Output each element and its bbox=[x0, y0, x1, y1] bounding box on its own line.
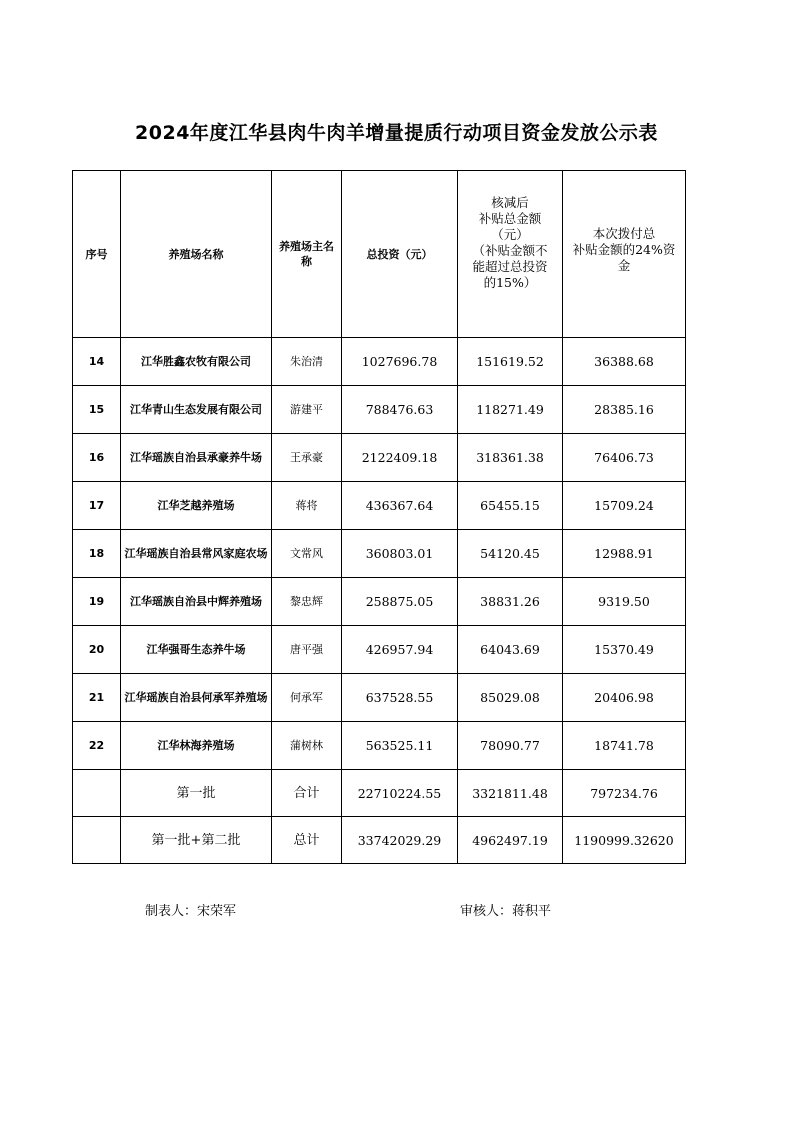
row-index: 22 bbox=[73, 722, 121, 770]
table-row bbox=[73, 626, 686, 674]
row-farm-name: 江华胜鑫农牧有限公司 bbox=[121, 338, 272, 386]
summary-empty-cell bbox=[73, 770, 121, 817]
row-investment: 2122409.18 bbox=[342, 434, 458, 482]
row-subsidy: 54120.45 bbox=[458, 530, 563, 578]
row-payment: 15709.24 bbox=[563, 482, 686, 530]
page-title: 2024年度江华县肉牛肉羊增量提质行动项目资金发放公示表 bbox=[135, 122, 658, 144]
row-payment: 76406.73 bbox=[563, 434, 686, 482]
row-owner: 蒲树林 bbox=[272, 722, 342, 770]
row-investment: 426957.94 bbox=[342, 626, 458, 674]
row-index: 14 bbox=[73, 338, 121, 386]
row-owner: 文常风 bbox=[272, 530, 342, 578]
table-header-row bbox=[73, 171, 686, 338]
header-subsidy-line: 能超过总投资 bbox=[472, 259, 548, 274]
row-farm-name: 江华瑶族自治县常风家庭农场 bbox=[121, 530, 272, 578]
header-subsidy-total bbox=[458, 171, 563, 338]
header-subsidy-line: 的15%） bbox=[483, 275, 537, 290]
row-index: 20 bbox=[73, 626, 121, 674]
row-farm-name: 江华强哥生态养牛场 bbox=[121, 626, 272, 674]
row-investment: 258875.05 bbox=[342, 578, 458, 626]
header-index: 序号 bbox=[73, 171, 121, 338]
row-payment: 9319.50 bbox=[563, 578, 686, 626]
summary-investment: 33742029.29 bbox=[342, 817, 458, 864]
summary-investment: 22710224.55 bbox=[342, 770, 458, 817]
row-payment: 18741.78 bbox=[563, 722, 686, 770]
summary-empty-cell bbox=[73, 817, 121, 864]
row-payment: 12988.91 bbox=[563, 530, 686, 578]
row-payment: 15370.49 bbox=[563, 626, 686, 674]
header-total-investment: 总投资（元） bbox=[342, 171, 458, 338]
row-payment: 28385.16 bbox=[563, 386, 686, 434]
summary-subsidy: 3321811.48 bbox=[458, 770, 563, 817]
row-investment: 436367.64 bbox=[342, 482, 458, 530]
summary-label: 第一批+第二批 bbox=[121, 817, 272, 864]
summary-subsidy: 4962497.19 bbox=[458, 817, 563, 864]
row-farm-name: 江华瑶族自治县何承军养殖场 bbox=[121, 674, 272, 722]
row-index: 17 bbox=[73, 482, 121, 530]
summary-label: 第一批 bbox=[121, 770, 272, 817]
table-row bbox=[73, 674, 686, 722]
row-payment: 20406.98 bbox=[563, 674, 686, 722]
header-subsidy-line: 补贴总金额 bbox=[478, 211, 542, 226]
header-payment-line: 金 bbox=[617, 258, 631, 273]
row-payment: 36388.68 bbox=[563, 338, 686, 386]
row-subsidy: 78090.77 bbox=[458, 722, 563, 770]
row-owner: 蒋将 bbox=[272, 482, 342, 530]
table-row bbox=[73, 434, 686, 482]
subsidy-table bbox=[72, 170, 686, 864]
summary-payment: 1190999.32620 bbox=[563, 817, 686, 864]
row-farm-name: 江华林海养殖场 bbox=[121, 722, 272, 770]
row-index: 18 bbox=[73, 530, 121, 578]
row-index: 16 bbox=[73, 434, 121, 482]
table-row bbox=[73, 482, 686, 530]
row-owner: 游建平 bbox=[272, 386, 342, 434]
row-owner: 何承军 bbox=[272, 674, 342, 722]
table-row bbox=[73, 338, 686, 386]
preparer-signature: 制表人：宋荣军 bbox=[145, 904, 237, 919]
header-payment-line: 本次拨付总 bbox=[592, 226, 656, 241]
row-farm-name: 江华青山生态发展有限公司 bbox=[121, 386, 272, 434]
table-row bbox=[73, 530, 686, 578]
row-investment: 788476.63 bbox=[342, 386, 458, 434]
row-subsidy: 85029.08 bbox=[458, 674, 563, 722]
row-subsidy: 64043.69 bbox=[458, 626, 563, 674]
row-farm-name: 江华瑶族自治县中辉养殖场 bbox=[121, 578, 272, 626]
header-this-payment bbox=[563, 171, 686, 338]
table-row bbox=[73, 722, 686, 770]
row-investment: 563525.11 bbox=[342, 722, 458, 770]
row-subsidy: 118271.49 bbox=[458, 386, 563, 434]
row-subsidy: 151619.52 bbox=[458, 338, 563, 386]
row-subsidy: 318361.38 bbox=[458, 434, 563, 482]
header-subsidy-line: 核减后 bbox=[491, 195, 529, 210]
row-investment: 637528.55 bbox=[342, 674, 458, 722]
row-investment: 1027696.78 bbox=[342, 338, 458, 386]
row-investment: 360803.01 bbox=[342, 530, 458, 578]
row-owner: 朱治清 bbox=[272, 338, 342, 386]
row-subsidy: 38831.26 bbox=[458, 578, 563, 626]
row-owner: 唐平强 bbox=[272, 626, 342, 674]
row-owner: 黎忠辉 bbox=[272, 578, 342, 626]
table-row bbox=[73, 386, 686, 434]
header-payment-line: 补贴金额的24%资 bbox=[572, 242, 676, 257]
row-farm-name: 江华芝越养殖场 bbox=[121, 482, 272, 530]
table-row bbox=[73, 578, 686, 626]
summary-row-total bbox=[73, 817, 686, 864]
header-subsidy-line: （补贴金额不 bbox=[472, 243, 548, 258]
header-subsidy-line: （元） bbox=[491, 227, 529, 242]
summary-payment: 797234.76 bbox=[563, 770, 686, 817]
header-farm-name: 养殖场名称 bbox=[121, 171, 272, 338]
header-owner: 养殖场主名称 bbox=[272, 171, 342, 338]
summary-row-batch1 bbox=[73, 770, 686, 817]
row-farm-name: 江华瑶族自治县承豪养牛场 bbox=[121, 434, 272, 482]
reviewer-signature: 审核人：蒋积平 bbox=[460, 904, 552, 919]
row-index: 19 bbox=[73, 578, 121, 626]
row-subsidy: 65455.15 bbox=[458, 482, 563, 530]
row-index: 15 bbox=[73, 386, 121, 434]
row-owner: 王承豪 bbox=[272, 434, 342, 482]
row-index: 21 bbox=[73, 674, 121, 722]
summary-kind: 总计 bbox=[272, 817, 342, 864]
summary-kind: 合计 bbox=[272, 770, 342, 817]
